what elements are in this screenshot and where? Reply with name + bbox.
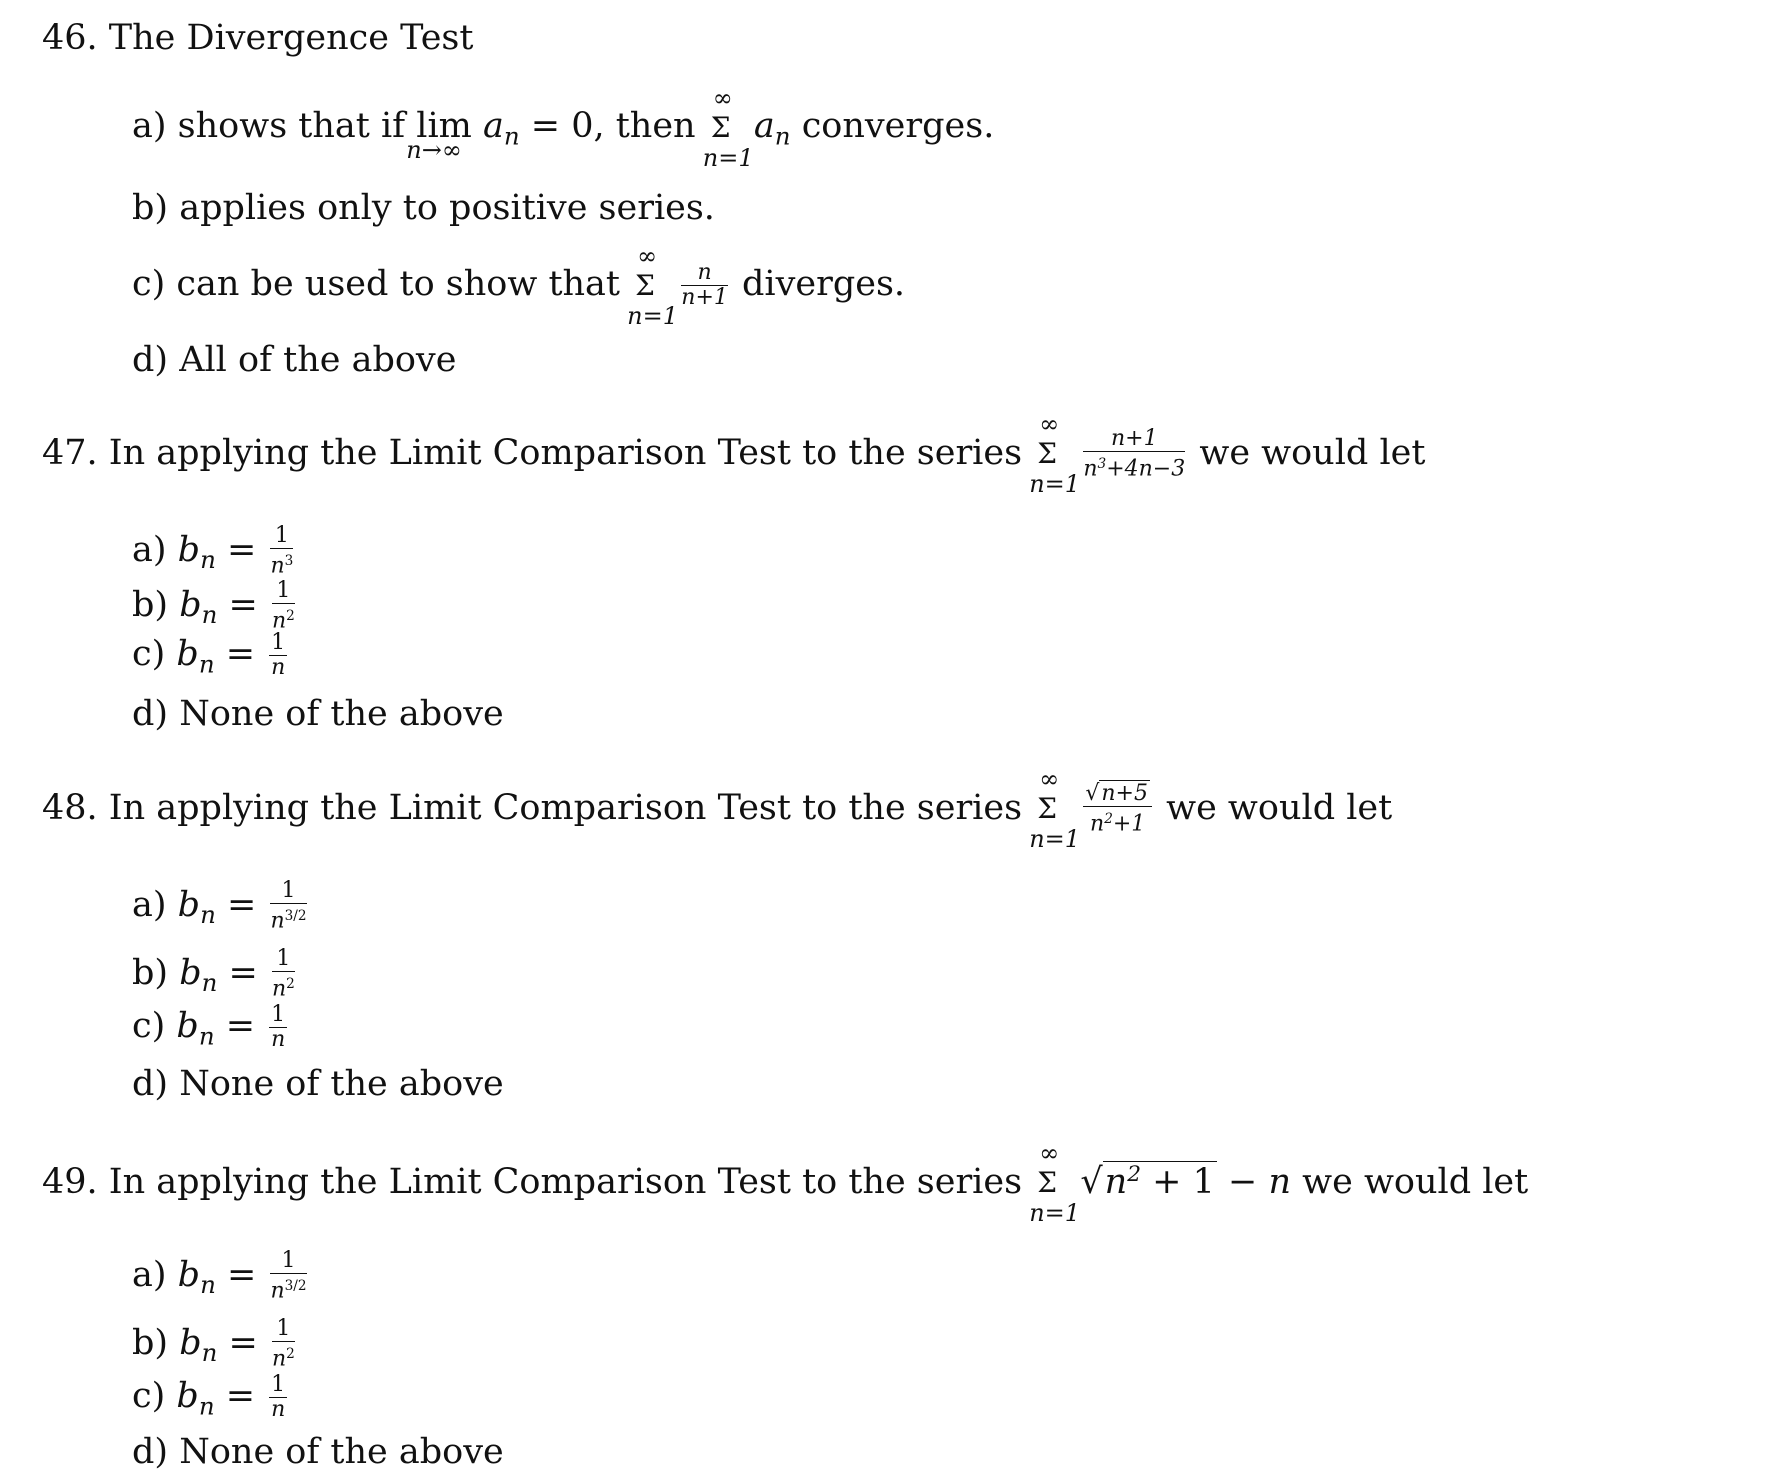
numerator: n <box>681 262 728 286</box>
denominator: n <box>271 655 286 680</box>
fraction <box>272 580 295 633</box>
q49-options-option <box>132 1250 310 1305</box>
q47-options-option <box>132 694 504 734</box>
numerator: 1 <box>271 630 286 655</box>
sigma-icon: Σ <box>1037 437 1057 471</box>
math-b: b <box>176 1376 199 1416</box>
math-sub: n <box>774 121 791 151</box>
option-label: c) <box>132 264 166 304</box>
option-label: c) <box>132 1376 166 1416</box>
q47-options-option <box>132 580 298 635</box>
math-a: a <box>753 106 775 146</box>
question-text: 47. In applying the Limit Comparison Test to the series <box>42 432 1023 473</box>
option-label: d) <box>132 1064 169 1104</box>
denominator: n <box>271 1397 286 1422</box>
option-label: a) <box>132 106 167 146</box>
q49-options-option <box>132 1432 504 1472</box>
math-sub: n <box>200 545 216 575</box>
math-sub: n <box>503 121 520 151</box>
q48-options-option <box>132 948 298 1003</box>
sigma-icon: Σ <box>710 110 731 144</box>
sum-upper: ∞ <box>1039 1139 1060 1168</box>
option-label: d) <box>132 340 169 380</box>
denominator: $n^3+4n-3$ <box>1083 456 1186 482</box>
math-b: b <box>179 952 202 993</box>
q48-options-option <box>132 1064 504 1104</box>
question-text: we would let <box>1302 1161 1529 1202</box>
math-sub: n <box>201 968 218 998</box>
exponent: 3/2 <box>284 1278 307 1294</box>
option-text: None of the above <box>179 1064 504 1104</box>
equals-sign: = <box>215 884 268 925</box>
denominator: n <box>271 1027 286 1052</box>
q48-options-option <box>132 880 310 935</box>
option-label: a) <box>132 884 167 925</box>
q46-option-d <box>132 340 456 380</box>
equals-sign: = <box>217 952 269 993</box>
denominator: $n^3$ <box>270 553 294 579</box>
exponent: 2 <box>286 608 295 624</box>
option-label: b) <box>132 1322 169 1363</box>
q47-options-option <box>132 632 290 684</box>
denominator: $n^{3/2}$ <box>270 1278 307 1304</box>
summation <box>1029 410 1081 499</box>
exponent: 3/2 <box>284 908 307 924</box>
option-label: c) <box>132 634 166 674</box>
sum-upper: ∞ <box>1039 765 1060 794</box>
lim-label: lim <box>416 106 472 146</box>
option-text: = 0, then <box>530 106 696 146</box>
denominator: n+1 <box>681 285 728 310</box>
option-text: All of the above <box>179 340 457 380</box>
option-label: d) <box>132 1432 169 1472</box>
numerator: 1 <box>270 525 293 549</box>
math-sub: n <box>201 1338 218 1368</box>
lim-subscript: n→∞ <box>406 136 462 164</box>
fraction <box>269 1374 287 1421</box>
fraction <box>1083 428 1185 481</box>
denominator: $n^2+1$ <box>1090 811 1146 837</box>
fraction <box>681 262 728 309</box>
fraction <box>272 948 295 1001</box>
sum-upper: ∞ <box>637 241 658 270</box>
option-text: can be used to show that <box>176 264 620 304</box>
question-text: we would let <box>1199 432 1426 473</box>
numerator: 1 <box>272 948 295 972</box>
denominator: $n^2$ <box>271 976 295 1002</box>
equals-sign: = <box>215 1254 268 1295</box>
option-text: applies only to positive series. <box>179 188 715 228</box>
math-sub: n <box>198 1021 215 1051</box>
summation <box>1029 765 1081 854</box>
math-sub: n <box>198 649 215 679</box>
sigma-icon: Σ <box>1037 792 1057 826</box>
q49-options-option <box>132 1318 298 1373</box>
sum-upper: ∞ <box>712 83 733 112</box>
math-sub: n <box>200 1270 216 1300</box>
sum-lower: n=1 <box>702 143 754 172</box>
q46-option-b <box>132 188 715 228</box>
fraction <box>270 880 306 933</box>
option-label: c) <box>132 1006 166 1046</box>
exponent: 2 <box>286 976 295 992</box>
q48-options-option <box>132 1004 290 1056</box>
q49-question <box>42 1139 1529 1228</box>
option-label: b) <box>132 952 169 993</box>
math-b: b <box>177 884 201 925</box>
exponent: 2 <box>286 1346 295 1362</box>
equals-sign: = <box>214 1006 267 1046</box>
option-label: b) <box>132 584 169 625</box>
sigma-icon: Σ <box>1037 1166 1057 1200</box>
q48-question <box>42 765 1393 854</box>
q47-question <box>42 410 1426 499</box>
numerator: n+1 <box>1083 428 1185 452</box>
option-text: None of the above <box>179 694 504 734</box>
fraction <box>272 1318 295 1371</box>
sum-lower: n=1 <box>1029 825 1081 854</box>
summation <box>627 241 678 330</box>
summation <box>1029 1139 1081 1228</box>
q46-option-a <box>132 83 995 172</box>
numerator: 1 <box>270 1250 306 1274</box>
question-text: 48. In applying the Limit Comparison Test to the series <box>42 787 1023 828</box>
option-text: diverges. <box>742 264 906 304</box>
q49-options-option <box>132 1374 290 1426</box>
fraction <box>269 1004 287 1051</box>
sqrt-expression: $√n^2 + 1 - n$ <box>1080 1161 1291 1202</box>
numerator: √n+5 <box>1083 783 1152 807</box>
equals-sign: = <box>215 529 268 570</box>
sum-upper: ∞ <box>1039 410 1060 439</box>
math-b: b <box>176 634 199 674</box>
math-b: b <box>179 584 202 625</box>
math-b: b <box>177 1254 201 1295</box>
option-label: b) <box>132 188 169 228</box>
limit-expression <box>406 106 472 164</box>
option-text: shows that if <box>177 106 406 146</box>
fraction <box>270 525 293 578</box>
numerator: 1 <box>271 1002 286 1027</box>
equals-sign: = <box>214 634 267 674</box>
sum-lower: n=1 <box>1029 1199 1081 1228</box>
denominator: $n^2$ <box>271 1346 295 1372</box>
math-a: a <box>482 106 504 146</box>
question-text: 49. In applying the Limit Comparison Test to the series <box>42 1161 1023 1202</box>
fraction <box>270 1250 306 1303</box>
denominator: $n^{3/2}$ <box>270 908 307 934</box>
q47-options-option <box>132 525 296 580</box>
math-b: b <box>179 1322 202 1363</box>
sum-lower: n=1 <box>1029 470 1081 499</box>
numerator: 1 <box>272 1318 295 1342</box>
summation <box>702 83 754 172</box>
numerator: 1 <box>272 580 295 604</box>
equals-sign: = <box>214 1376 267 1416</box>
numerator: 1 <box>271 1372 286 1397</box>
sum-lower: n=1 <box>627 301 678 330</box>
numerator: 1 <box>270 880 306 904</box>
sigma-icon: Σ <box>635 268 655 302</box>
equals-sign: = <box>217 584 269 625</box>
denominator: $n^2$ <box>271 608 295 634</box>
fraction <box>269 632 287 679</box>
math-sub: n <box>200 900 216 930</box>
q46-title: 46. The Divergence Test <box>42 18 474 58</box>
math-b: b <box>176 1006 199 1046</box>
option-text: converges. <box>801 106 995 146</box>
question-text: we would let <box>1166 787 1393 828</box>
fraction <box>1083 783 1152 836</box>
option-label: a) <box>132 529 167 570</box>
equals-sign: = <box>217 1322 269 1363</box>
math-b: b <box>177 529 201 570</box>
math-sub: n <box>198 1391 215 1421</box>
math-sub: n <box>201 600 218 630</box>
option-label: d) <box>132 694 169 734</box>
exponent: 3 <box>284 553 294 569</box>
option-text: None of the above <box>179 1432 504 1472</box>
option-label: a) <box>132 1254 167 1295</box>
q46-option-c <box>132 241 906 330</box>
